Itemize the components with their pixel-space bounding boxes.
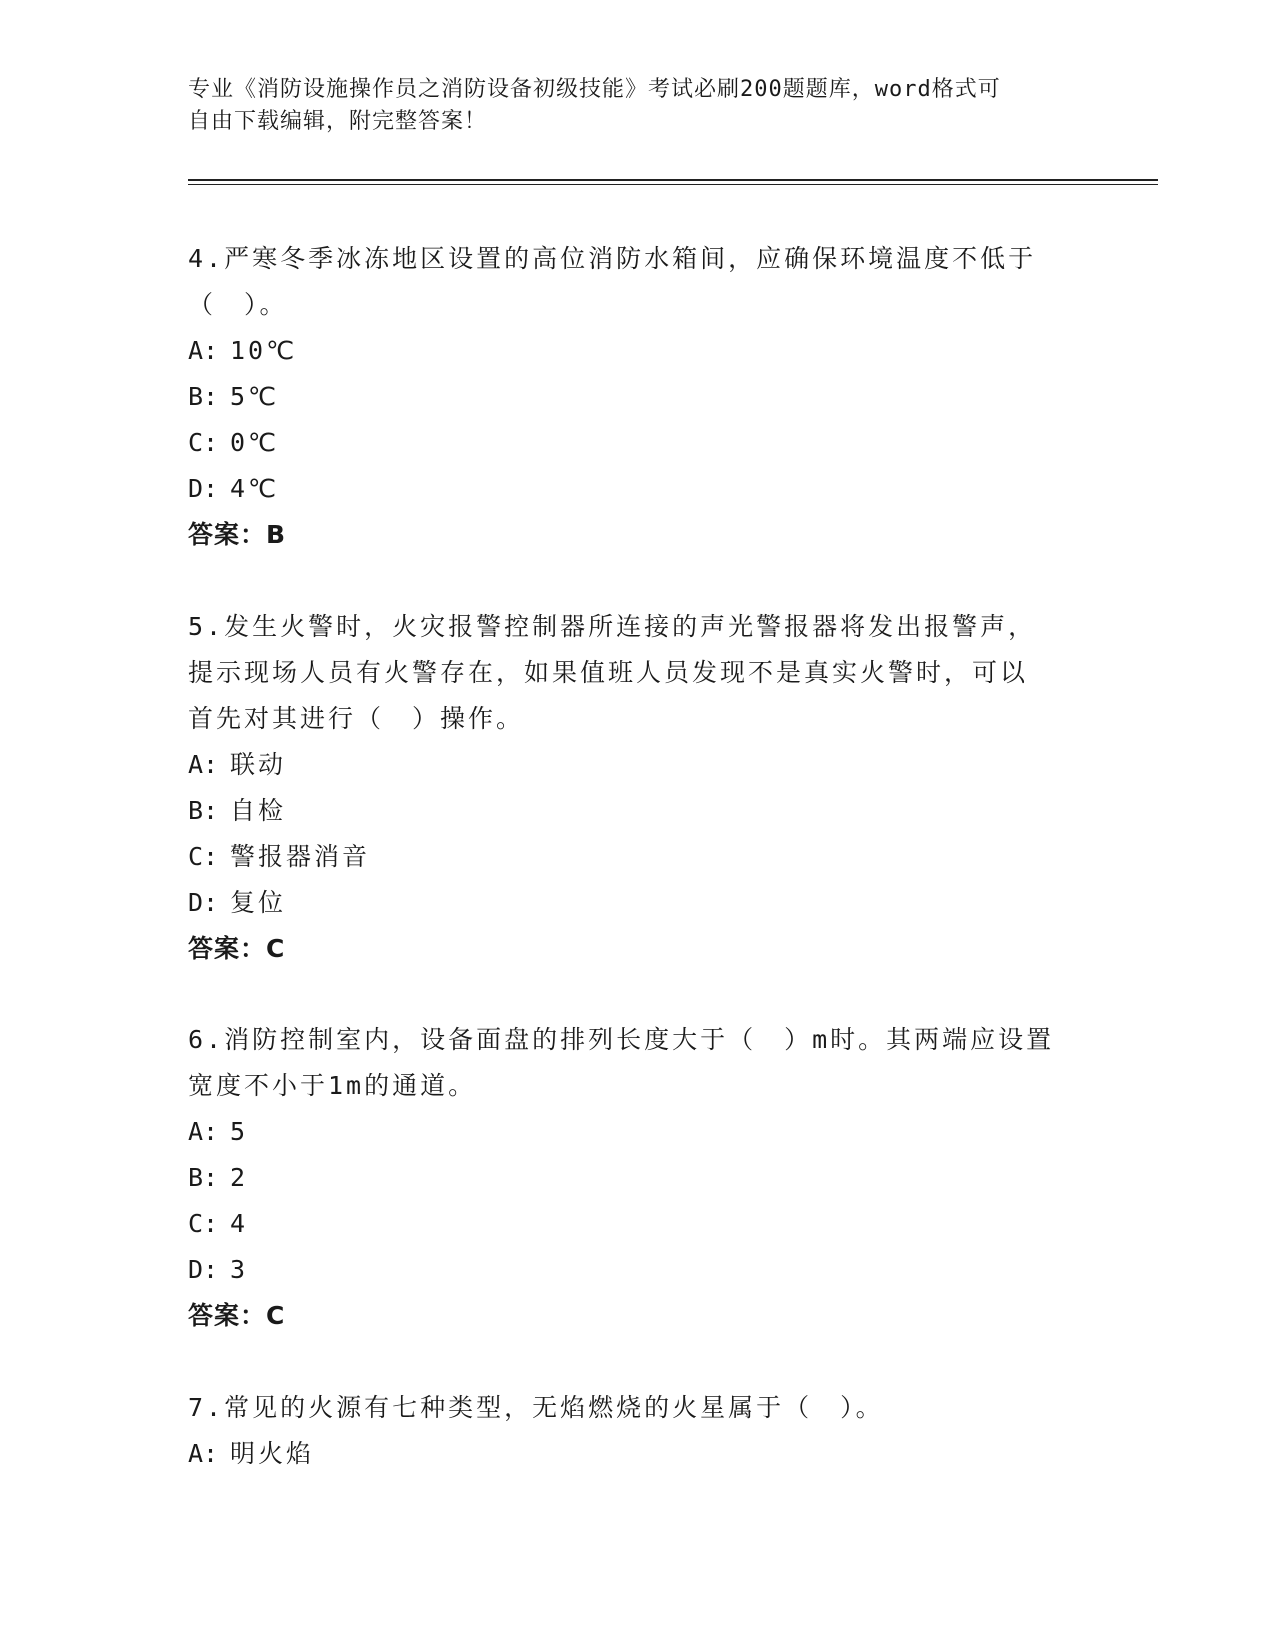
option-d (188, 1247, 1088, 1293)
question-stem-line: 7.常见的火源有七种类型，无焰燃烧的火星属于（ ）。 (188, 1393, 884, 1422)
option-a (188, 1109, 1088, 1155)
option-text: 联动 (230, 750, 287, 779)
header-divider-thick (188, 179, 1158, 181)
answer-line: 答案：C (188, 1301, 286, 1330)
question-5 (188, 604, 1088, 972)
question-stem-line: 首先对其进行（ ）操作。 (188, 704, 525, 733)
option-label: B: (188, 382, 219, 411)
question-6 (188, 1017, 1088, 1339)
option-text: 10℃ (230, 336, 298, 365)
option-c (188, 1201, 1088, 1247)
option-label: B: (188, 796, 219, 825)
question-stem-line: 5.发生火警时，火灾报警控制器所连接的声光警报器将发出报警声， (188, 612, 1037, 641)
question-4 (188, 236, 1088, 558)
option-label: A: (188, 336, 219, 365)
answer-line: 答案：B (188, 520, 287, 549)
option-text: 5℃ (230, 382, 280, 411)
option-d (188, 466, 1088, 512)
option-label: C: (188, 1209, 219, 1238)
option-label: C: (188, 842, 219, 871)
option-text: 复位 (230, 888, 287, 917)
option-text: 自检 (230, 796, 287, 825)
option-label: A: (188, 750, 219, 779)
option-b (188, 1155, 1088, 1201)
question-7 (188, 1385, 1088, 1477)
question-stem-line: 4.严寒冬季冰冻地区设置的高位消防水箱间，应确保环境温度不低于 (188, 244, 1037, 273)
header-divider-thin (188, 184, 1158, 185)
option-label: B: (188, 1163, 219, 1192)
option-text: 2 (230, 1163, 249, 1192)
document-header (188, 74, 1088, 138)
answer-line: 答案：C (188, 934, 286, 963)
option-text: 明火焰 (230, 1439, 315, 1468)
option-label: C: (188, 428, 219, 457)
option-text: 4 (230, 1209, 249, 1238)
option-label: A: (188, 1439, 219, 1468)
option-a (188, 1431, 1088, 1477)
option-text: 0℃ (230, 428, 280, 457)
option-label: D: (188, 474, 219, 503)
option-b (188, 788, 1088, 834)
option-label: D: (188, 1255, 219, 1284)
option-c (188, 834, 1088, 880)
option-text: 5 (230, 1117, 249, 1146)
option-text: 警报器消音 (230, 842, 371, 871)
option-a (188, 742, 1088, 788)
question-stem-line: 提示现场人员有火警存在，如果值班人员发现不是真实火警时，可以 (188, 658, 1029, 687)
header-line-2: 自由下载编辑，附完整答案！ (188, 109, 488, 134)
question-stem-line: 6.消防控制室内，设备面盘的排列长度大于（ ）m时。其两端应设置 (188, 1025, 1055, 1054)
option-c (188, 420, 1088, 466)
option-text: 3 (230, 1255, 249, 1284)
option-label: A: (188, 1117, 219, 1146)
option-label: D: (188, 888, 219, 917)
option-text: 4℃ (230, 474, 280, 503)
option-b (188, 374, 1088, 420)
option-d (188, 880, 1088, 926)
header-line-1: 专业《消防设施操作员之消防设备初级技能》考试必刷200题题库，word格式可 (188, 77, 1001, 102)
question-stem-line: 宽度不小于1m的通道。 (188, 1071, 477, 1100)
option-a (188, 328, 1088, 374)
question-stem-line: （ ）。 (188, 290, 288, 319)
